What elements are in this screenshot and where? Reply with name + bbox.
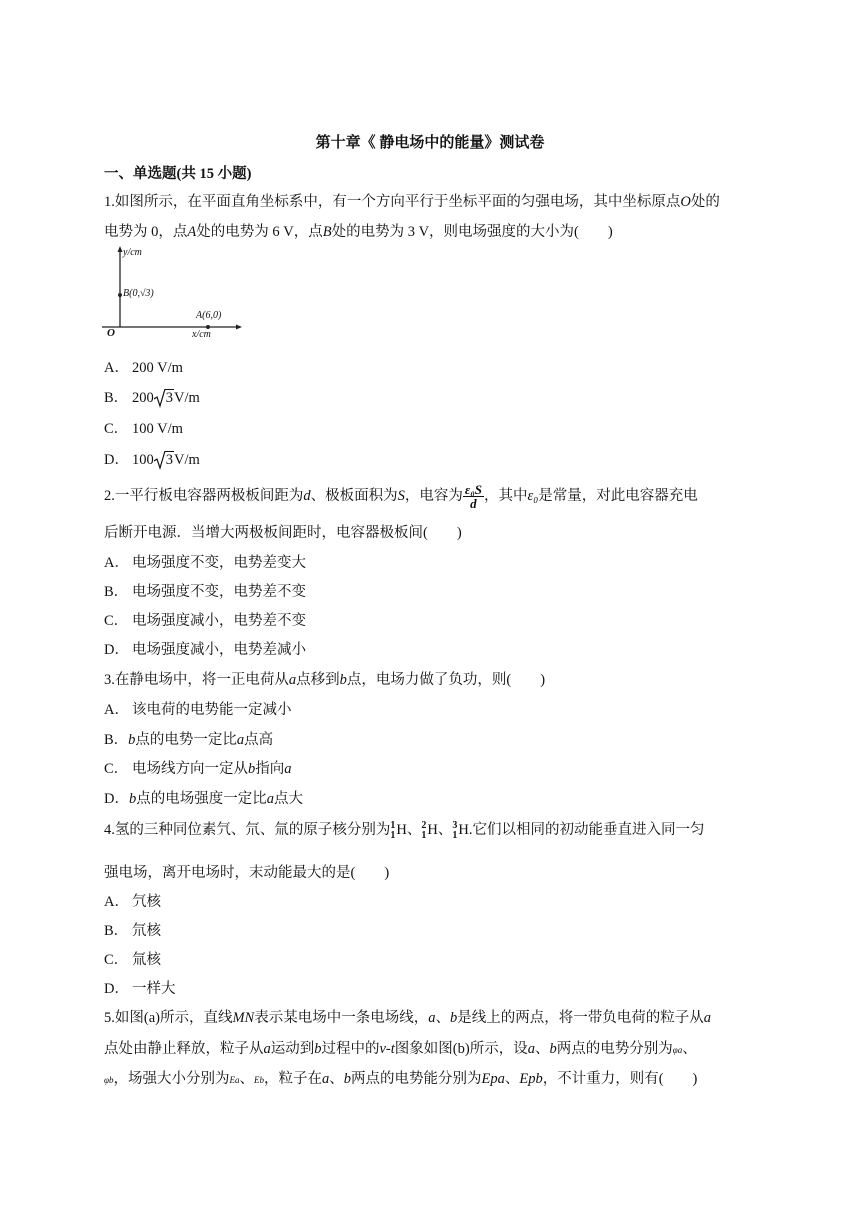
point-b-label: B(0,√3) xyxy=(123,288,154,299)
sqrt-symbol: 3 xyxy=(154,452,174,469)
q5-line-2: 点处由静止释放，粒子从a运动到b过程中的v-t图象如图(b)所示，设a、b两点的电势分别为φa、 xyxy=(104,1041,697,1057)
q3-line-1: 3.在静电场中，将一正电荷从a点移到b点，电场力做了负功，则( ) xyxy=(104,672,546,688)
q4-option-c[interactable]: C． 氚核 xyxy=(104,952,161,968)
x-axis-label: x/cm xyxy=(192,329,211,340)
q4-option-b[interactable]: B． 氘核 xyxy=(104,923,161,939)
x-axis-arrow xyxy=(236,325,242,330)
q3-option-c[interactable]: C． 电场线方向一定从b指向a xyxy=(104,761,292,777)
page-title: 第十章《 静电场中的能量》测试卷 xyxy=(315,135,545,151)
capacitance-fraction: $\frac{\text{ε₀S}}{d}$ xyxy=(464,482,482,511)
q1-option-d[interactable]: D． 100 3V/m xyxy=(104,452,200,468)
y-axis-arrow xyxy=(118,246,123,252)
q5-line-1: 5.如图(a)所示，直线MN表示某电场中一条电场线，a、b是线上的两点，将一带负电荷的粒子从a xyxy=(104,1010,711,1026)
q2-option-b[interactable]: B． 电场强度不变，电势差不变 xyxy=(104,584,306,600)
q2-option-d[interactable]: D． 电场强度减小，电势差减小 xyxy=(104,642,306,658)
point-a-label: A(6,0) xyxy=(196,310,222,321)
q4-option-d[interactable]: D． 一样大 xyxy=(104,981,176,997)
q1-option-b[interactable]: B． 200 3V/m xyxy=(104,390,200,406)
q1-option-c[interactable]: C． 100 V/m xyxy=(104,421,183,437)
q1-option-a[interactable]: A． 200 V/m xyxy=(104,360,183,376)
section-heading: 一、单选题(共 15 小题) xyxy=(104,166,252,182)
q1-coordinate-figure xyxy=(98,243,258,343)
q4-option-a[interactable]: A． 氕核 xyxy=(104,894,161,910)
q2-line-1: 2.一平行板电容器两极板间距为d、极板面积为S，电容为 $\frac{\text{ε₀S}}{d}$ ，其中ε₀是常量，对此电容器充电 xyxy=(104,482,698,511)
q2-option-c[interactable]: C． 电场强度减小，电势差不变 xyxy=(104,613,306,629)
isotope-deuterium: 2 1 xyxy=(421,819,427,841)
q5-line-3: φb，场强大小分别为Ea、Eb，粒子在a、b两点的电势能分别为Epa、Epb，不计重力，则有( ) xyxy=(104,1071,698,1087)
origin-label: O xyxy=(107,327,115,339)
coordinate-plane-diagram xyxy=(98,243,258,343)
q3-option-a[interactable]: A． 该电荷的电势能一定减小 xyxy=(104,702,292,718)
q1-line-1: 1.如图所示，在平面直角坐标系中，有一个方向平行于坐标平面的匀强电场，其中坐标原点O处的 xyxy=(104,194,720,210)
q2-option-a[interactable]: A． 电场强度不变，电势差变大 xyxy=(104,555,306,571)
isotope-protium: 1 1 xyxy=(390,819,396,841)
isotope-tritium: 3 1 xyxy=(452,819,458,841)
q2-line-2: 后断开电源．当增大两极板间距时，电容器极板间( ) xyxy=(104,525,462,541)
q1-line-2: 电势为 0，点A处的电势为 6 V，点B处的电势为 3 V，则电场强度的大小为( ) xyxy=(104,224,613,240)
point-b-marker xyxy=(118,293,122,297)
q4-line-1: 4.氢的三种同位素氕、氘、氚的原子核分别为 1 1 H、 2 1 H、 3 1 H.它们以相同的初动能垂直进入同一匀 xyxy=(104,819,705,841)
q4-line-2: 强电场，离开电场时，末动能最大的是( ) xyxy=(104,865,390,881)
sqrt-symbol: 3 xyxy=(154,390,174,407)
q3-option-b[interactable]: B．b点的电势一定比a点高 xyxy=(104,732,274,748)
y-axis-label: y/cm xyxy=(123,247,142,258)
q3-option-d[interactable]: D．b点的电场强度一定比a点大 xyxy=(104,791,303,807)
